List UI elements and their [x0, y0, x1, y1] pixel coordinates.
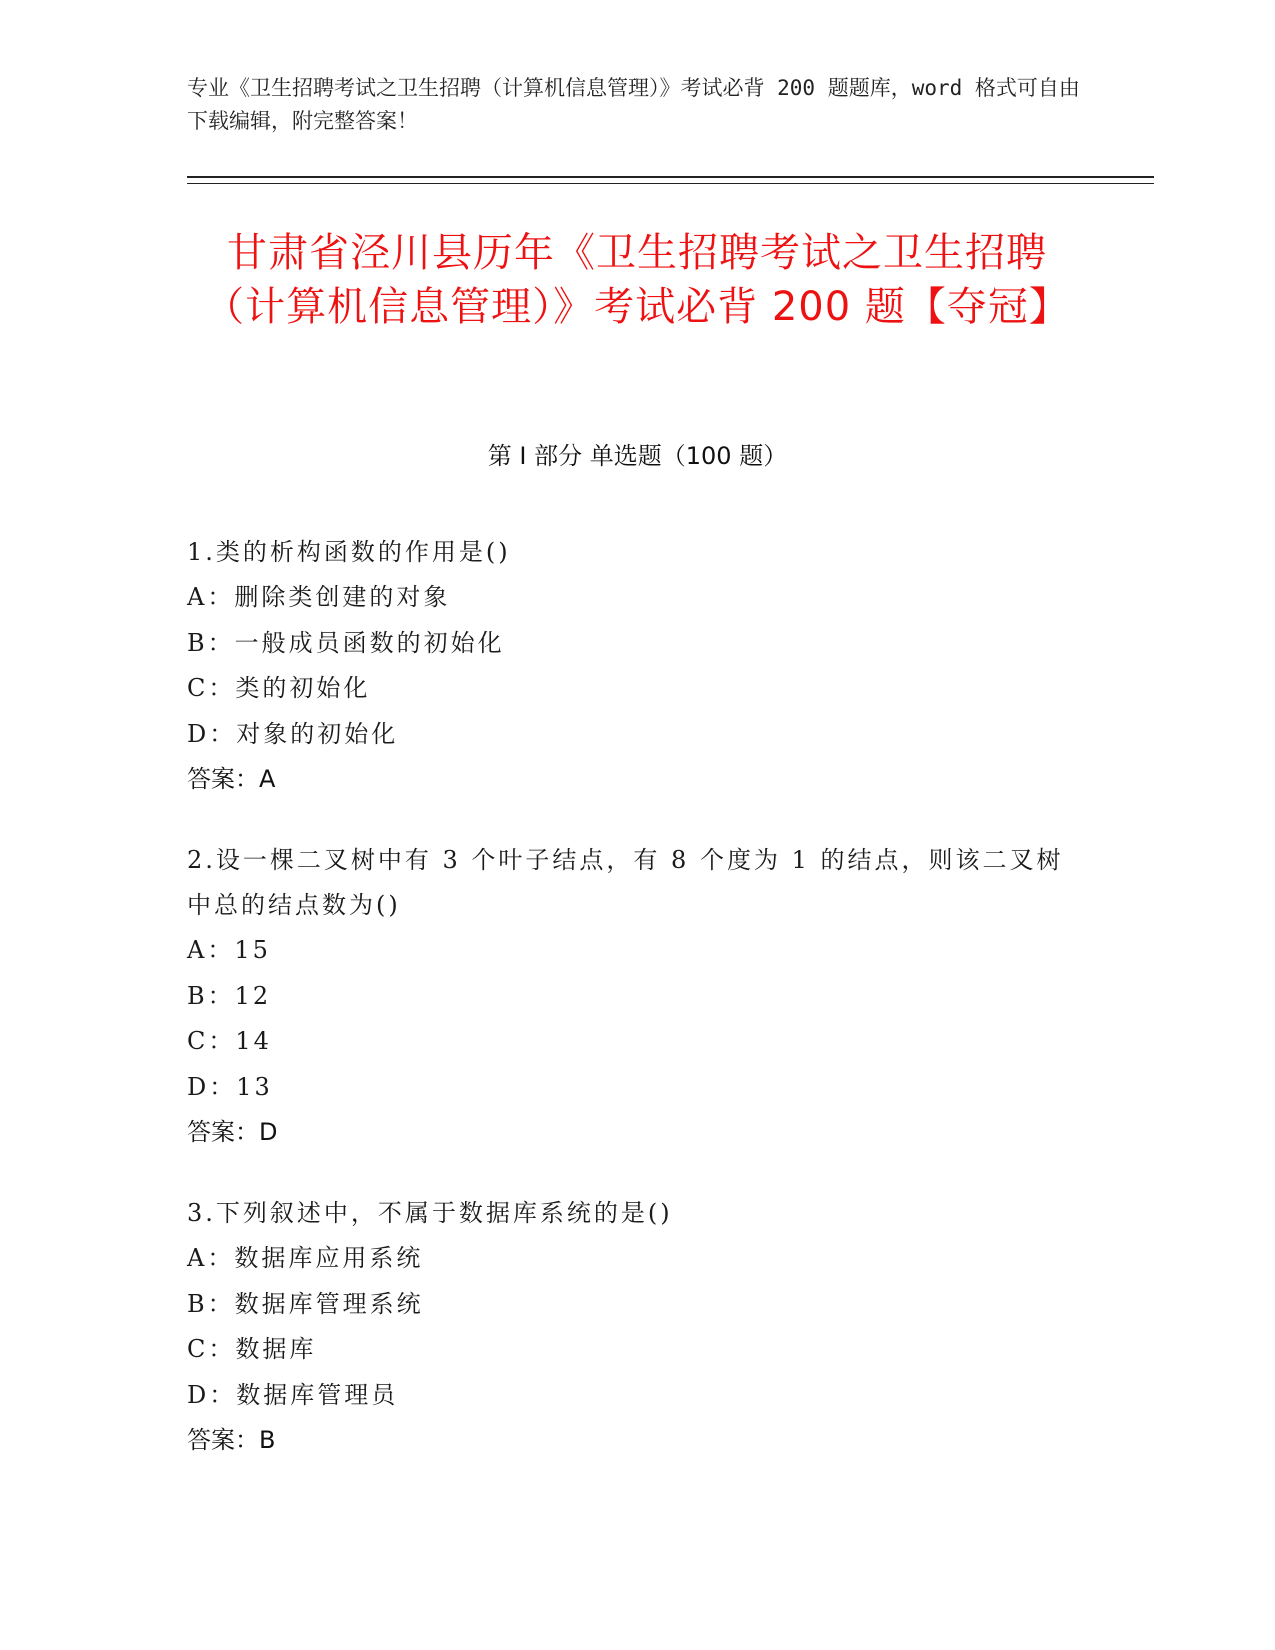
header-note: 专业《卫生招聘考试之卫生招聘（计算机信息管理）》考试必背 200 题题库，word 格式可自由下载编辑，附完整答案！	[187, 76, 1080, 133]
section-title: 第 I 部分 单选题（100 题）	[487, 442, 788, 470]
header-rule-thin	[187, 183, 1154, 184]
option-a: A：删除类创建的对象	[187, 583, 451, 611]
answer-line: 答案：D	[187, 1118, 278, 1146]
document-title: 甘肃省泾川县历年《卫生招聘考试之卫生招聘（计算机信息管理）》考试必背 200 题【夺冠】	[204, 230, 1070, 330]
option-c: C：14	[187, 1027, 272, 1055]
question-stem: 2.设一棵二叉树中有 3 个叶子结点，有 8 个度为 1 的结点，则该二叉树中总的结点数为()	[187, 846, 1064, 919]
option-c: C：数据库	[187, 1335, 317, 1363]
header-rule-thick	[187, 176, 1154, 178]
answer-line: 答案：B	[187, 1426, 276, 1454]
question-stem: 1.类的析构函数的作用是()	[187, 538, 511, 566]
option-c: C：类的初始化	[187, 674, 371, 702]
option-d: D：13	[187, 1072, 273, 1101]
question-list	[187, 530, 1067, 1499]
question-3	[187, 1191, 1067, 1463]
question-2	[187, 838, 1067, 1155]
option-b: B：数据库管理系统	[187, 1289, 424, 1318]
option-d: D：对象的初始化	[187, 719, 399, 748]
option-d: D：数据库管理员	[187, 1380, 399, 1409]
question-stem: 3.下列叙述中，不属于数据库系统的是()	[187, 1199, 673, 1227]
question-1	[187, 530, 1067, 802]
answer-line: 答案：A	[187, 765, 276, 793]
option-b: B：12	[187, 981, 272, 1010]
option-b: B：一般成员函数的初始化	[187, 628, 505, 657]
option-a: A：数据库应用系统	[187, 1244, 424, 1272]
option-a: A：15	[187, 936, 271, 964]
